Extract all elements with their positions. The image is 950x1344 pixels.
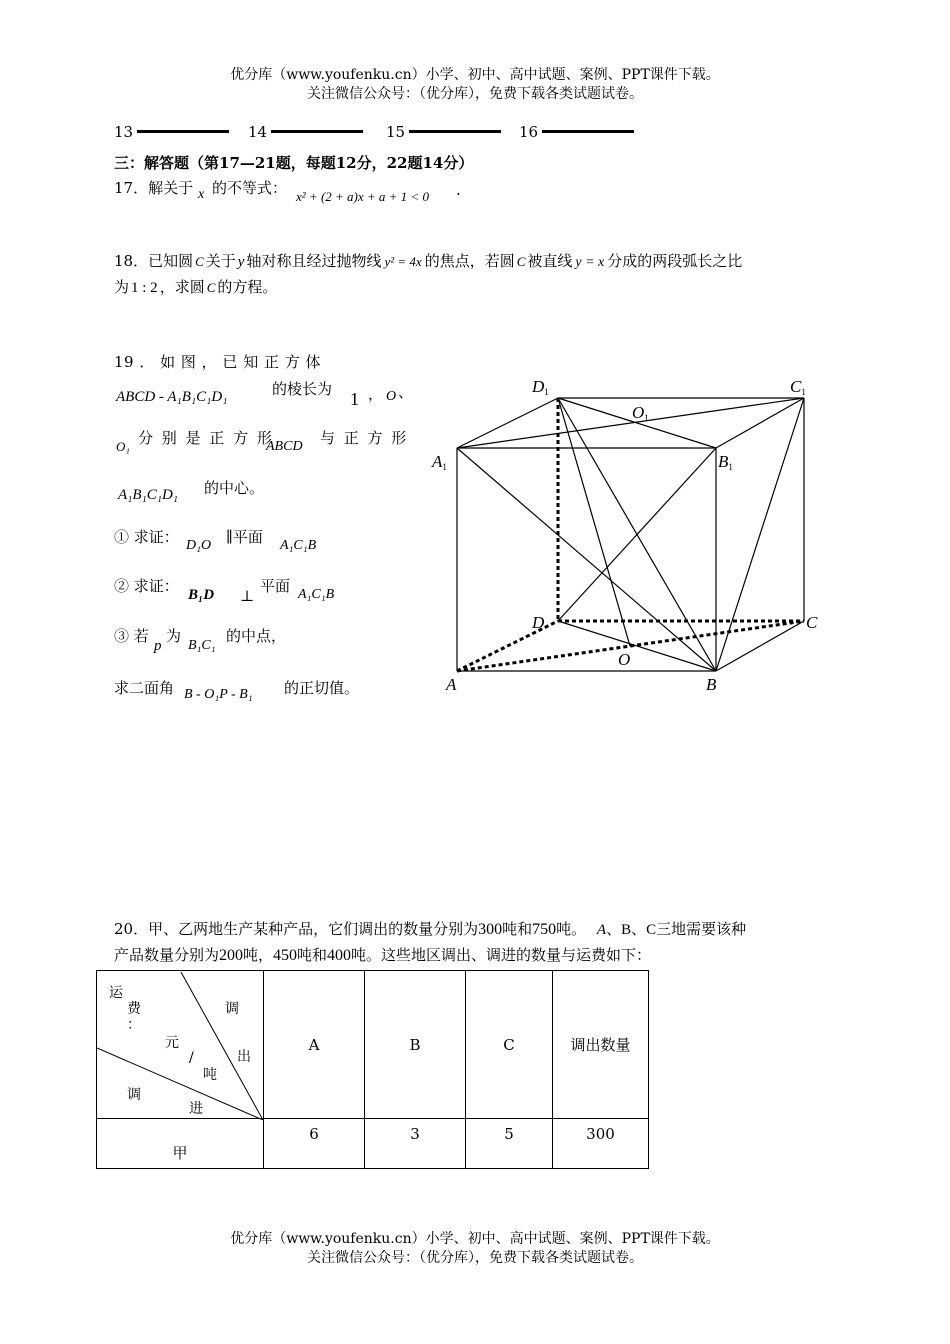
cube-name: ABCD - A₁B₁C₁D₁ xyxy=(116,389,228,405)
question-19: 19 ． 如 图 ， 已 知 正 方 体 ABCD - A₁B₁C₁D₁ 的棱长为 1 ， O 、 O₁ 分 别 是 正 方 形 ABCD 与 正 方 形 A₁B₁C₁D₁ 的中心。 ① 求证： D₁O ∥平面 A₁C₁B ② 求证： B₁D ⊥ 平面 A₁C₁B ③ 若 p 为 B₁C₁ 的中点， 求二面角 B - O₁P - B₁ 的正切值。 xyxy=(114,353,414,702)
blank-15: 15 xyxy=(386,123,501,141)
label-o1: O1 xyxy=(632,403,649,423)
line-formula: y = x xyxy=(575,255,605,270)
freight-table xyxy=(96,970,649,1169)
formula-17: x² + (2 + a)x + a + 1 < 0 xyxy=(296,189,429,204)
diagonal-header-cell: 运 费 ： 元 / 吨 调 出 调 进 xyxy=(97,971,264,1119)
blank-13: 13 xyxy=(114,123,229,141)
label-c: C xyxy=(806,613,818,632)
question-20: 20．甲、乙两地生产某种产品，它们调出的数量分别为300吨和750吨。 A、B、C三地需要该种 产品数量分别为200吨，450吨和400吨。这些地区调出、调进的数量与运费如下： xyxy=(114,920,747,964)
line-db xyxy=(558,621,716,671)
line-db1 xyxy=(558,448,716,621)
label-o: O xyxy=(618,650,631,669)
section-title: 三：解答题（第17—21题，每题12分，22题14分） xyxy=(114,154,474,172)
label-d: D xyxy=(532,613,545,632)
cell-export: 300 xyxy=(553,1119,649,1169)
line-c1b xyxy=(716,398,804,671)
label-d1: D1 xyxy=(532,377,549,397)
question-17: 17．解关于 x 的不等式： x² + (2 + a)x + a + 1 < 0 . xyxy=(114,179,461,204)
blank-14: 14 xyxy=(248,123,363,141)
footer-line-1: 优分库（www.youfenku.cn）小学、初中、高中试题、案例、PPT课件下载。 xyxy=(230,1231,720,1247)
blank-16: 16 xyxy=(519,123,634,141)
label-b1: B1 xyxy=(718,452,733,472)
label-a: A xyxy=(446,675,457,694)
header-c: C xyxy=(466,971,553,1119)
diag-a1c1 xyxy=(457,398,804,448)
header-a: A xyxy=(264,971,365,1119)
parabola-formula: y² = 4x xyxy=(384,254,422,269)
row-label: 甲 xyxy=(97,1119,264,1169)
line-a1b xyxy=(457,448,716,671)
question-18: 18．已知圆 C 关于 y 轴对称且经过抛物线 y² = 4x 的焦点，若圆 C 被直线 y = x 分成的两段弧长之比 为 1 : 2 ，求圆 C 的方程。 xyxy=(114,252,743,296)
header-export: 调出数量 xyxy=(553,971,649,1119)
header-line-1: 优分库（www.youfenku.cn）小学、初中、高中试题、案例、PPT课件下载。 xyxy=(230,67,720,83)
header-line-2: 关注微信公众号：（优分库），免费下载各类试题试卷。 xyxy=(307,86,643,102)
footer-line-2: 关注微信公众号：（优分库），免费下载各类试题试卷。 xyxy=(307,1250,643,1266)
header-b: B xyxy=(365,971,466,1119)
cell-a: 6 xyxy=(264,1119,365,1169)
cell-b: 3 xyxy=(365,1119,466,1169)
cell-c: 5 xyxy=(466,1119,553,1169)
label-b: B xyxy=(706,675,717,694)
cube-figure xyxy=(420,370,840,700)
label-c1: C1 xyxy=(790,377,806,397)
table-row xyxy=(97,1119,649,1169)
label-a1: A1 xyxy=(432,452,447,472)
